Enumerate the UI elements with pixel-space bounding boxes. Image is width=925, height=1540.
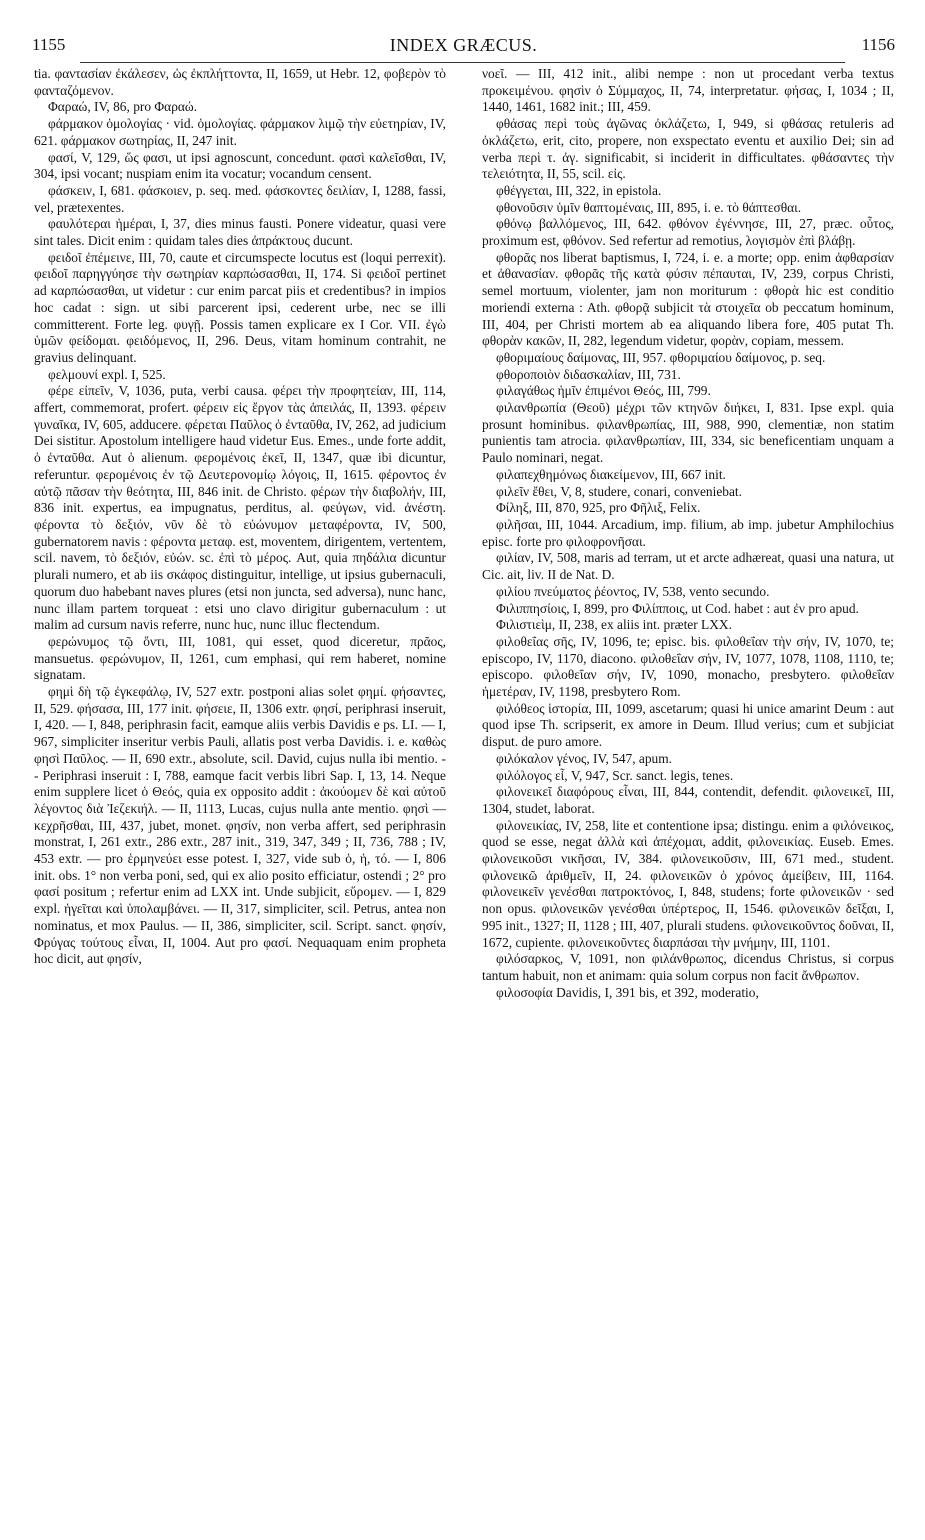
index-entry: φιλοθεΐας σῆς, IV, 1096, te; episc. bis. φιλοθεΐαν τὴν σήν, IV, 1070, te; episcopo, IV, 1170, diacono. φιλοθεΐαν σήν, IV, 1077, 1078, 1108, 1110, te; episcopo. φιλοθεΐαν σήν, IV, 1090, monacho, presbytero. φιλοθεΐαν ἡμετέραν, IV, 1198, presbytero Rom. <box>482 633 894 700</box>
index-entry: φθοροποιὸν διδασκαλίαν, III, 731. <box>496 366 681 382</box>
index-entry: φιλεῖν ἔθει, V, 8, studere, conari, conveniebat. <box>496 483 742 499</box>
index-entry: φασί, V, 129, ὥς φασι, ut ipsi agnoscunt, concedunt. φασὶ καλεῖσθαι, IV, 304, ipsi vocant; nuspiam enim ita vocatur; vocandum censent. <box>34 149 446 182</box>
index-entry: φάσκειν, I, 681. φάσκοιεν, p. seq. med. φάσκοντες δειλίαν, I, 1288, fassi, vel, prætexentes. <box>34 182 446 215</box>
index-entry: φιλόκαλον γένος, IV, 547, apum. <box>496 750 673 766</box>
index-entry: φιλονεικεῖ διαφόρους εἶναι, III, 844, contendit, defendit. φιλονεικεῖ, III, 1304, studet, laborat. <box>482 784 894 816</box>
index-entry: φιλοσοφία Davidis, I, 391 bis, et 392, moderatio, <box>496 984 759 1000</box>
index-entry: tia. φαντασίαν ἐκάλεσεν, ὡς ἐκπλήττοντα, II, 1659, ut Hebr. 12, φοβερὸν τὸ φανταζόμενον. <box>34 66 446 98</box>
page-title: INDEX GRÆCUS. <box>389 34 538 55</box>
index-entry: φθάσας περὶ τοὺς ἀγῶνας ὀκλάζετω, I, 949, si φθάσας retuleris ad ὀκλάζετω, erit, cito, propere, non exspectato eventu et auxilio Dei; sin ad verba περὶ τ. ἀγ. significabit, si inciderit in difficultates. φθάσαντες τὴν τελειότητα, II, 55, scil. εἰς. <box>482 116 894 182</box>
index-entry: φειδοῖ ἐπέμεινε, III, 70, caute et circumspecte locutus est (loqui perrexit). φειδοῖ παρηγγύησε τὴν σωτηρίαν καρπώσασθαι, II, 174. Si φειδοῖ pertinet ad καρπώσασθαι, ut videtur : cur enim parcat piis et credentibus? in impios hoc cadat : sign. ut sibi parcerent ipsi, cederent urbe, nec se illi committerent. Forte leg. φυγῇ. Possis tamen explicare ex I Cor. VII. ἐγὼ ὑμῶν φείδομαι. φειδόμενος, II, 296. Deus, vitam hominum contrahit, ne gravius delinquant. <box>34 249 446 365</box>
index-entry: φέρε εἰπεῖν, V, 1036, puta, verbi causa. φέρει τὴν προφητείαν, III, 114, affert, commemorat, profert. φέρειν εἰς ἔργον τὰς ἀπειλάς, II, 1393. φέρειν γυναῖκα, IV, 605, adducere. φέρεται Παῦλος ὁ ἐνταῦθα, IV, 262, ad judicium Dei sistitur. Apostolum intelligere haud videtur Eus. Emes., unde forte addit, ὁ ἐνταῦθα. Aut ὁ alienum. φερομένοις ἐκεῖ, II, 1347, quæ ibi dicuntur, referuntur. φερομένοις ἐν τῷ Δευτερονομίῳ λόγοις, II, 1615. φέροντος ἐν αὐτῷ πᾶσαν τὴν θεότητα, III, 846 init. de Christo. φέρων τὴν διαβολήν, III, 836 init. expertus, ea impugnatus, perditus, al. φεύγων, vid. ἀνέστη. φέροντα τὸ δεξιόν, νῦν δὲ τὸ εὐώνυμον μεταφέροντα, IV, 500, gubernatorem navis : φέροντα μεταφ. est, moventem, dirigentem, vertentem, scil. navem, τὸ δεξιόν, εὐών. sc. ἐπὶ τὸ μέρος. Aut, quia πηδάλια dicuntur plurali numero, et ab iis σκάφος distinguitur, intellige, ut ipsius gubernaculi, quorum duo habebant naves plures (etsi non juncta, sed adversa), nunc hanc, nunc illam partem torqueat : etsi uno clavo dirigitur gubernaculum : ut malim ad cursum navis referre, nunc huc, nunc illuc flectendum. <box>34 383 446 633</box>
index-entry: φθορᾶς nos liberat baptismus, I, 724, i. e. a morte; opp. enim ἀφθαρσίαν et ἀθανασίαν. φθορᾶς τῆς κατὰ φύσιν πέπαυται, IV, 239, corpus Christi, semel mortuum, violenter, jam non moriturum : φθορὰ hic est conditio moriendi externa : Ath. φθορᾷ subjicit τὰ στοιχεῖα ob peccatum hominum, III, 404, per Christi mortem ab ea aliquando libera fore, 405 putat Th. φθορὰν κακῶν, II, 282, legendum videtur, φορὰν, copiam, messem. <box>482 249 894 349</box>
index-entry: Φαραώ, IV, 86, pro Φαραώ. <box>48 99 198 115</box>
index-entry: φθέγγεται, III, 322, in epistola. <box>496 182 662 198</box>
index-entry: φιλίου πνεύματος ῥέοντος, IV, 538, vento secundo. <box>496 583 770 599</box>
right-column <box>482 66 894 1530</box>
left-page-number: 1155 <box>32 35 66 54</box>
page-header <box>32 30 895 60</box>
index-entry: φιλονεικίας, IV, 258, lite et contentione ipsa; distingu. enim a φιλόνεικος, quod se esse, negat ἀλλὰ καὶ ἀπέχομαι, addit, φιλονεικίας. Euseb. Emes. φιλονεικοῦσι νικῆσαι, IV, 384. φιλονεικοῦσιν, III, 671 med., student. φιλονεικῶ ἀριθμεῖν, II, 24. φιλονεικῶν ὁ χρόνος ἀμείβειν, III, 1164. φιλονεικεῖν γενέσθαι πατροκτόνος, I, 848, studens; forte φιλονεικῶν · sed non opus. φιλονεικῶν γενέσθαι ὑπέρτερος, II, 1546. φιλονεικῶν δεῖξαι, I, 995 init., 1327; II, 1128 ; III, 407, plurali studens. φιλονεικοῦντος δοῦναι, II, 1672, cupiente. φιλονεικοῦντες διαρπάσαι τὴν μνήμην, III, 1101. <box>482 817 894 950</box>
index-entry: φιλόσαρκος, V, 1091, non φιλάνθρωπος, dicendus Christus, si corpus tantum habuit, non et animam: quia solum corpus non facit ἄνθρωπον. <box>482 951 894 983</box>
index-entry: φιλόθεος ἱστορία, III, 1099, ascetarum; quasi hi unice amarint Deum : aut quod ipse Th. scripserit, ex amore in Deum. Illud verius; cum et subjiciat disput. de puro amore. <box>482 700 894 750</box>
index-entry: φιλαγάθως ἡμῖν ἐπιμένοι Θεός, III, 799. <box>496 383 711 399</box>
index-entry: φαυλότεραι ἡμέραι, I, 37, dies minus fausti. Ponere videatur, quasi vere sint tales. Dicit enim : quidam tales dies ἀπράκτους ducunt. <box>34 216 446 249</box>
index-entry: φιλανθρωπία (Θεοῦ) μέχρι τῶν κτηνῶν διήκει, I, 831. Ipse expl. quia prosunt hominibus. φιλανθρωπίας, III, 988, 990, clementiæ, non statim punientis tam atrocia. φιλανθρωπίαν, III, 334, sic beneficentiam unquam a Paulo nominari, negat. <box>482 400 894 466</box>
index-entry: Φιλιππησίοις, I, 899, pro Φιλίπποις, ut Cod. habet : aut ἐν pro apud. <box>496 600 859 616</box>
index-entry: φιλῆσαι, III, 1044. Arcadium, imp. filium, ab imp. jubetur Amphilochius episc. forte pro φιλοφρονῆσαι. <box>482 516 894 549</box>
index-entry: φιλίαν, IV, 508, maris ad terram, ut et arcte adhæreat, quasi una natura, ut Cic. ait, liv. II de Nat. D. <box>482 550 894 583</box>
index-entry: φθοριμαίους δαίμονας, III, 957. φθοριμαίου δαίμονος, p. seq. <box>496 349 826 365</box>
index-entry: φθόνῳ βαλλόμενος, III, 642. φθόνον ἐγέννησε, III, 27, præc. οὗτος, proximum est, φθόνον. Sed refertur ad remotius, λογισμὸν ἐπὶ βλάβῃ. <box>482 216 894 249</box>
index-entry: φημὶ δὴ τῷ ἐγκεφάλῳ, IV, 527 extr. postponi alias solet φημί. φήσαντες, II, 529. φήσασα, III, 177 init. φήσειε, II, 1306 extr. φησί, periphrasi inseruit, I, 420. — I, 848, periphrasin facit, eamque aliis verbis Davidis e ps. LI. — I, 967, simpliciter inseritur verbis Pauli, allatis post verba Davidis. i. e. καθὼς φησὶ Παῦλος. — II, 690 extr., absolute, scil. David, cujus nulla ibi mentio. - - Periphrasi inseruit : I, 788, eamque facit verbis libri Sap. I, 13, 14. Neque enim supplere licet ὁ Θεός, quia ex opposito addit : ἀκούομεν δὲ καὶ αὐτοῦ λέγοντος διὰ Ἰεζεκιήλ. — II, 1113, Lucas, cujus nulla ante mentio. φησὶ — κεχρῆσθαι, III, 437, jubet, monet. φησίν, non verba affert, sed periphrasin monstrat, I, 261 extr., 286 extr., 287 init., 319, 347, 349 ; II, 736, 788 ; IV, 453 extr. — pro ἑρμηνεύει esse potest. I, 327, vide sub ὁ, ἡ, τό. — I, 806 init. obs. 1° non verba poni, sed, qui ex alio posito efficiatur, ostendi ; 2° pro φασί positum ; refertur enim ad LXX int. Unde subjicit, εὕρομεν. — I, 829 expl. ἡγεῖται καὶ ὑπολαμβάνει. — II, 317, simpliciter, scil. Petrus, antea non nominatus, et mox Paulus. — II, 386, simpliciter, scil. Script. sanct. φησίν, Φρύγας τούτους εἶναι, II, 1004. Aut pro φασί. Nequaquam enim propheta hoc dicit, aut φησίν, <box>34 684 446 967</box>
header-rule <box>80 62 845 63</box>
right-page-number: 1156 <box>861 35 895 54</box>
index-entry: φάρμακον ὁμολογίας · vid. ὁμολογίας. φάρμακον λιμῷ τὴν εὐετηρίαν, IV, 621. φάρμακον σωτηρίας, II, 247 init. <box>34 116 446 148</box>
index-entry: Φίληξ, III, 870, 925, pro Φῆλιξ, Felix. <box>496 500 701 516</box>
index-entry: φιλόλογος εἶ, V, 947, Scr. sanct. legis, tenes. <box>496 767 734 783</box>
left-column <box>34 66 446 1530</box>
index-entry: φιλαπεχθημόνως διακείμενον, III, 667 init. <box>496 466 726 482</box>
index-entry: φελμουνί expl. I, 525. <box>48 366 166 382</box>
index-entry: Φιλιστιεὶμ, II, 238, ex aliis int. præter LXX. <box>496 617 732 633</box>
index-entry: φερώνυμος τῷ ὄντι, III, 1081, qui esset, quod diceretur, πρᾶος, mansuetus. φερώνυμον, II, 1261, cum emphasi, qui rem haberet, nomine signatam. <box>34 633 446 683</box>
index-entry: νοεῖ. — III, 412 init., alibi nempe : non ut procedant verba textus προκειμένου. φησὶν ὁ Σύμμαχος, II, 74, interpretatur. φήσας, I, 1034 ; II, 1440, 1461, 1682 init.; III, 459. <box>482 66 894 115</box>
index-entry: φθονοῦσιν ὑμῖν θαπτομέναις, III, 895, i. e. τὸ θάπτεσθαι. <box>496 199 802 215</box>
